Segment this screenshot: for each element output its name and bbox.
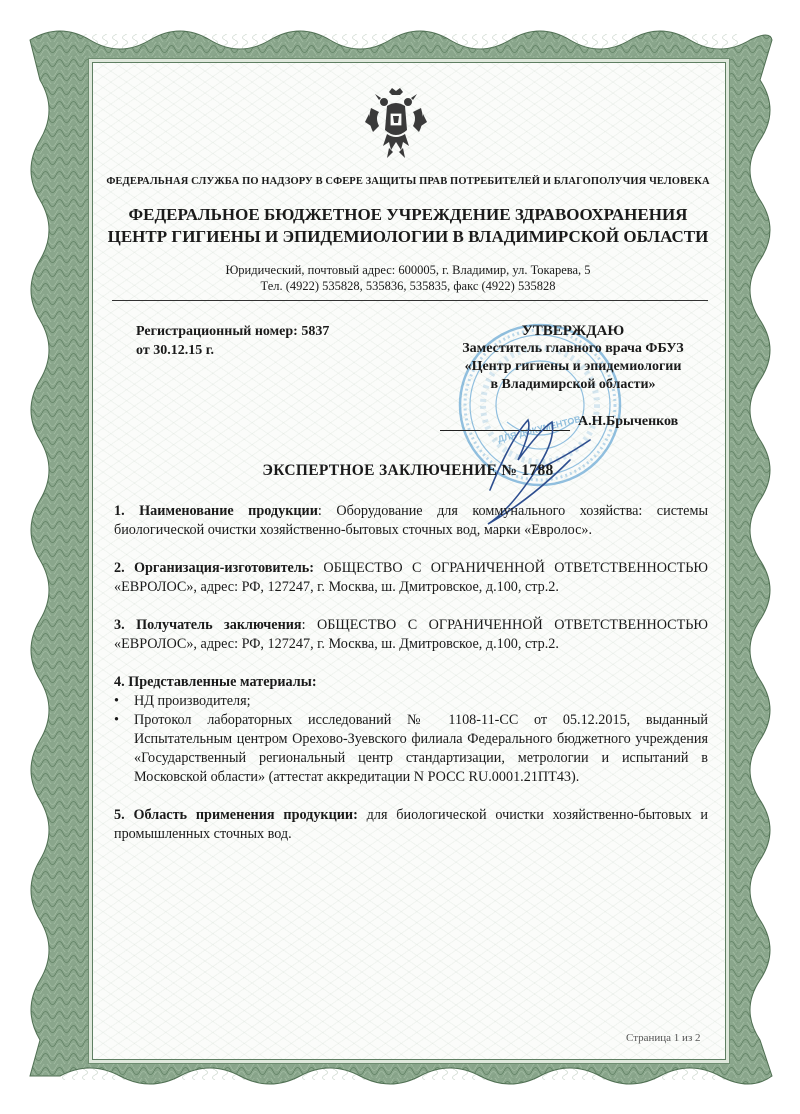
organization-name-line1: ФЕДЕРАЛЬНОЕ БЮДЖЕТНОЕ УЧРЕЖДЕНИЕ ЗДРАВООХРАНЕНИЯ	[128, 205, 688, 224]
section-product-name-text: : Оборудование для коммунального хозяйства: системы биологической очистки хозяйственно-бытовых сточных вод, марки «Евролос».	[114, 503, 708, 538]
double-headed-eagle-emblem	[365, 86, 427, 160]
bullet-icon: •	[114, 712, 119, 728]
approval-org-line1: «Центр гигиены и эпидемиологии	[464, 359, 682, 374]
organization-address: Юридический, почтовый адрес: 600005, г. Владимир, ул. Токарева, 5	[225, 263, 591, 277]
section-product-name-label: 1. Наименование продукции	[114, 503, 318, 519]
section-manufacturer-text: ОБЩЕСТВО С ОГРАНИЧЕННОЙ ОТВЕТСТВЕННОСТЬЮ «ЕВРОЛОС», адрес: РФ, 127247, г. Москва, ш. Дмитровское, д.100, стр.2.	[114, 560, 708, 595]
document-title: ЭКСПЕРТНОЕ ЗАКЛЮЧЕНИЕ № 1788	[262, 462, 554, 479]
section-product-name	[114, 502, 708, 540]
organization-phones: Тел. (4922) 535828, 535836, 535835, факс (4922) 535828	[260, 279, 556, 293]
section-manufacturer	[114, 559, 708, 597]
materials-item	[114, 692, 708, 711]
registration-date: от 30.12.15 г.	[136, 343, 214, 358]
section-recipient-text: : ОБЩЕСТВО С ОГРАНИЧЕННОЙ ОТВЕТСТВЕННОСТЬЮ «ЕВРОЛОС», адрес: РФ, 127247, г. Москва, ш. Дмитровское, д.100, стр.2.	[114, 617, 708, 652]
approval-position: Заместитель главного врача ФБУЗ	[462, 341, 684, 356]
approval-title: УТВЕРЖДАЮ	[521, 323, 625, 339]
section-recipient	[114, 616, 708, 654]
section-materials	[114, 673, 708, 692]
section-application-area-text: для биологической очистки хозяйственно-бытовых и промышленных сточных вод.	[114, 807, 708, 842]
section-application-area	[114, 806, 708, 844]
page-number: Страница 1 из 2	[626, 1032, 701, 1044]
document-content	[114, 502, 708, 844]
agency-name: ФЕДЕРАЛЬНАЯ СЛУЖБА ПО НАДЗОРУ В СФЕРЕ ЗАЩИТЫ ПРАВ ПОТРЕБИТЕЛЕЙ И БЛАГОПОЛУЧИЯ ЧЕЛОВЕКА	[106, 176, 710, 187]
section-materials-label: 4. Представленные материалы:	[114, 674, 317, 690]
section-application-area-label: 5. Область применения продукции:	[114, 807, 358, 823]
stamp-text: ДЛЯ ДОКУМЕНТОВ	[496, 413, 582, 445]
organization-name	[100, 204, 716, 248]
header-divider	[112, 300, 708, 301]
organization-name-line2: ЦЕНТР ГИГИЕНЫ И ЭПИДЕМИОЛОГИИ В ВЛАДИМИРСКОЙ ОБЛАСТИ	[107, 227, 709, 246]
approval-block	[438, 322, 708, 394]
organization-contacts	[100, 262, 716, 294]
signer-name: А.Н.Брыченков	[578, 414, 679, 429]
materials-item-text: НД производителя;	[134, 693, 251, 709]
materials-item-text: Протокол лабораторных исследований № 1108-11-СС от 05.12.2015, выданный Испытательным центром Орехово-Зуевского филиала Федерального бюджетного учреждения «Государственный региональный центр стандартизации, метрологии и испытаний в Московской области» (аттестат аккредитации N РОСС RU.0001.21ПТ43).	[134, 712, 708, 785]
materials-item	[114, 711, 708, 787]
registration-block	[136, 322, 329, 360]
bullet-icon: •	[114, 693, 119, 709]
section-manufacturer-label: 2. Организация-изготовитель:	[114, 560, 315, 576]
approval-org-line2: в Владимирской области»	[490, 377, 656, 392]
section-recipient-label: 3. Получатель заключения	[114, 617, 302, 633]
registration-number: Регистрационный номер: 5837	[136, 324, 330, 339]
